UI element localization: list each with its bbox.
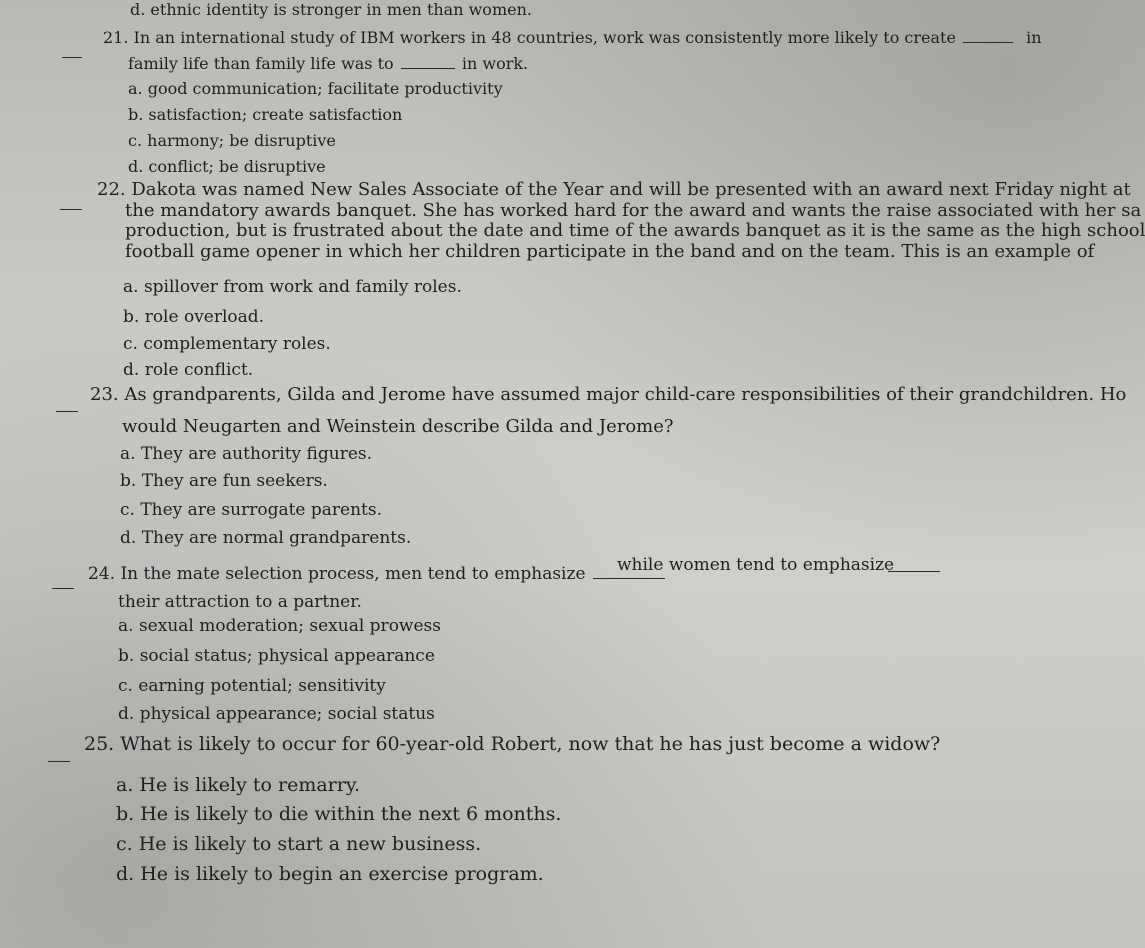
q23-option-b[interactable]: b. They are fun seekers. [120, 471, 328, 491]
q24-stem-line2: their attraction to a partner. [118, 592, 362, 612]
q21-stem-line1 [103, 30, 1042, 46]
answer-blank-21[interactable] [62, 56, 82, 58]
q21-option-d[interactable]: d. conflict; be disruptive [128, 157, 326, 176]
q23-stem-line1 [90, 386, 1126, 404]
q24-stem-part1: In the mate selection process, men tend to emphasize [120, 564, 586, 584]
q21-stem-line2 [128, 56, 528, 72]
q24-option-d[interactable]: d. physical appearance; social status [118, 704, 435, 724]
q22-number: 22. [97, 179, 126, 200]
q24-stem-part2: while women tend to emphasize [617, 555, 895, 575]
q24-fill-blank-1[interactable] [593, 577, 665, 579]
q25-stem-line1 [84, 735, 940, 754]
q22-option-b[interactable]: b. role overload. [123, 307, 265, 327]
q24-stem-line1 [88, 566, 667, 583]
q21-stem-part2: family life than family life was to [128, 54, 394, 73]
prev-option-d: d. ethnic identity is stronger in men than women. [130, 0, 532, 19]
q24-option-c[interactable]: c. earning potential; sensitivity [118, 676, 386, 696]
answer-blank-24[interactable] [52, 587, 74, 589]
q22-stem-line4: football game opener in which her children participate in the band and on the team. This is an example of [125, 241, 1095, 262]
q21-fill-blank-1[interactable] [963, 41, 1013, 43]
q22-option-a[interactable]: a. spillover from work and family roles. [123, 277, 462, 297]
q25-option-b[interactable]: b. He is likely to die within the next 6 months. [116, 803, 562, 825]
q25-option-d[interactable]: d. He is likely to begin an exercise program. [116, 863, 544, 885]
q21-stem-part1: In an international study of IBM workers in 48 countries, work was consistently more likely to create [133, 28, 956, 47]
q22-option-d[interactable]: d. role conflict. [123, 360, 254, 380]
q24-option-a[interactable]: a. sexual moderation; sexual prowess [118, 616, 441, 636]
q22-stem-line3: production, but is frustrated about the date and time of the awards banquet as it is the same as the high school [125, 220, 1145, 241]
q22-stem-line1 [97, 181, 1131, 199]
q25-stem-text1: What is likely to occur for 60-year-old Robert, now that he has just become a widow? [120, 733, 941, 755]
q23-number: 23. [90, 384, 119, 405]
answer-blank-23[interactable] [56, 410, 78, 412]
q21-number: 21. [103, 28, 129, 47]
q22-stem-line2: the mandatory awards banquet. She has worked hard for the award and wants the raise associated with her sa [125, 200, 1142, 221]
q25-option-c[interactable]: c. He is likely to start a new business. [116, 833, 482, 855]
q23-option-d[interactable]: d. They are normal grandparents. [120, 528, 412, 548]
q23-stem-line2: would Neugarten and Weinstein describe Gilda and Jerome? [122, 416, 674, 437]
q23-stem-text1: As grandparents, Gilda and Jerome have assumed major child-care responsibilities of their grandchildren. Ho [124, 384, 1127, 405]
q21-fill-blank-2[interactable] [401, 67, 455, 69]
q22-option-c[interactable]: c. complementary roles. [123, 334, 331, 354]
q24-number: 24. [88, 564, 116, 584]
q21-stem-part3: in work. [461, 54, 529, 73]
answer-blank-25[interactable] [48, 760, 70, 762]
q24-option-b[interactable]: b. social status; physical appearance [118, 646, 435, 666]
q24-fill-blank-2[interactable] [888, 570, 940, 572]
q25-option-a[interactable]: a. He is likely to remarry. [116, 774, 361, 796]
q21-option-b[interactable]: b. satisfaction; create satisfaction [128, 105, 403, 124]
q21-option-c[interactable]: c. harmony; be disruptive [128, 131, 336, 150]
q22-stem-text1: Dakota was named New Sales Associate of the Year and will be presented with an award next Friday night at [131, 179, 1131, 200]
q23-option-c[interactable]: c. They are surrogate parents. [120, 500, 382, 520]
q21-option-a[interactable]: a. good communication; facilitate productivity [128, 79, 503, 98]
answer-blank-22[interactable] [60, 208, 82, 210]
q21-stem-in: in [1026, 28, 1042, 47]
q23-option-a[interactable]: a. They are authority figures. [120, 444, 373, 464]
q25-number: 25. [84, 733, 115, 755]
